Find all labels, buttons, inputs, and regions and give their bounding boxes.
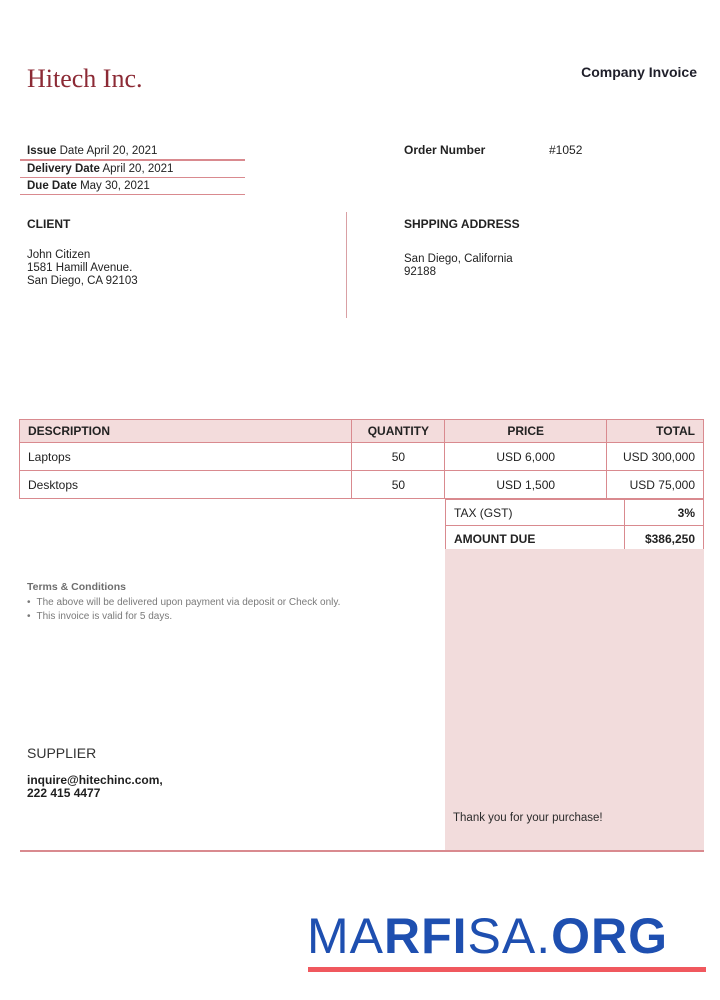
row-quantity: 50 (352, 443, 445, 471)
supplier-email: inquire@hitechinc.com, (27, 773, 163, 787)
due-date-row (20, 178, 245, 195)
thank-you-note: Thank you for your purchase! (453, 812, 603, 824)
vertical-divider (346, 212, 347, 318)
table-row (20, 443, 704, 471)
client-street: 1581 Hamill Avenue. (27, 262, 133, 274)
issue-date-label-bold: Issue (27, 145, 57, 157)
watermark-part4: ORG (551, 908, 669, 964)
notes-panel (445, 549, 704, 851)
table-row (20, 471, 704, 499)
watermark-underline (308, 967, 706, 972)
due-date-label-rest: Date (48, 180, 77, 192)
terms-title: Terms & Conditions (27, 581, 126, 593)
watermark-part1: MA (307, 908, 384, 964)
order-number-label: Order Number (404, 143, 486, 157)
delivery-date-label-rest: Date (71, 163, 100, 175)
header-price: PRICE (445, 420, 607, 443)
supplier-phone: 222 415 4477 (27, 786, 101, 800)
due-date-label-bold: Due (27, 180, 49, 192)
terms-item: • This invoice is valid for 5 days. (27, 610, 340, 624)
document-title: Company Invoice (581, 64, 697, 80)
row-total: USD 75,000 (607, 471, 704, 499)
row-price: USD 1,500 (445, 471, 607, 499)
watermark-logo (307, 908, 668, 964)
delivery-date-value: April 20, 2021 (102, 163, 174, 175)
amount-due-label: AMOUNT DUE (446, 526, 625, 552)
table-header-row (20, 420, 704, 443)
row-description: Desktops (20, 471, 352, 499)
company-name: Hitech Inc. (27, 64, 143, 93)
amount-due-row (446, 526, 704, 552)
watermark-part2: RFI (384, 908, 468, 964)
shipping-zip: 92188 (404, 266, 436, 278)
header-description: DESCRIPTION (20, 420, 352, 443)
issue-date-row (20, 143, 245, 160)
header-total: TOTAL (607, 420, 704, 443)
items-table (19, 419, 704, 499)
terms-list (27, 596, 340, 624)
client-title: CLIENT (27, 217, 71, 231)
tax-value: 3% (625, 500, 704, 526)
row-total: USD 300,000 (607, 443, 704, 471)
delivery-date-label-bold: Delivery (27, 163, 72, 175)
client-name: John Citizen (27, 249, 91, 261)
header-quantity: QUANTITY (352, 420, 445, 443)
issue-date-value: April 20, 2021 (86, 145, 158, 157)
bottom-divider (20, 850, 704, 852)
supplier-title: SUPPLIER (27, 745, 97, 761)
tax-label: TAX (GST) (446, 500, 625, 526)
amount-due-value: $386,250 (625, 526, 704, 552)
tax-row (446, 500, 704, 526)
row-description: Laptops (20, 443, 352, 471)
watermark-part3: SA. (467, 908, 552, 964)
client-city: San Diego, CA 92103 (27, 275, 138, 287)
issue-date-label-rest: Date (56, 145, 84, 157)
client-address (27, 249, 138, 288)
shipping-city: San Diego, California (404, 253, 513, 265)
terms-item: • The above will be delivered upon payment via deposit or Check only. (27, 596, 340, 610)
due-date-value: May 30, 2021 (80, 180, 150, 192)
supplier-contact (27, 774, 163, 800)
delivery-date-row (20, 160, 245, 178)
summary-table (445, 499, 704, 552)
order-number-value: #1052 (549, 143, 583, 157)
shipping-title: SHPPING ADDRESS (404, 217, 520, 231)
row-quantity: 50 (352, 471, 445, 499)
row-price: USD 6,000 (445, 443, 607, 471)
shipping-address (404, 253, 513, 279)
